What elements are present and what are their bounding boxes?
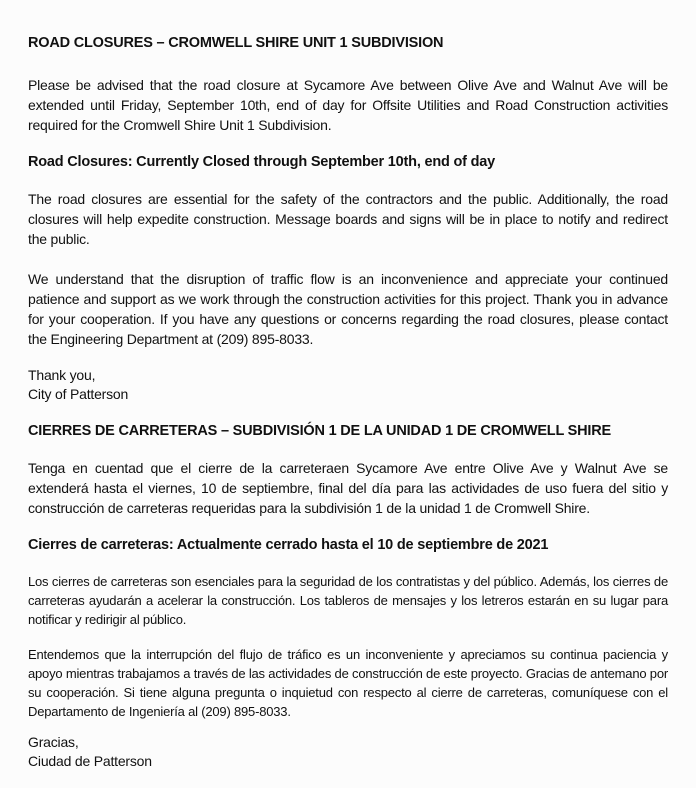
signoff-thanks-english: Thank you, — [28, 367, 96, 383]
signoff-english — [28, 366, 668, 404]
intro-paragraph-spanish: Tenga en cuentad que el cierre de la carreteraen Sycamore Ave entre Olive Ave y Walnut Ave se extenderá hasta el viernes, 10 de septiembre, final del día para las actividades de uso fuera del sitio y construcción de carreteras requeridas para la subdivisión 1 de la unidad 1 de Cromwell Shire. — [28, 460, 668, 516]
signoff-signature-spanish: Ciudad de Patterson — [28, 753, 152, 769]
signoff-spanish — [28, 733, 668, 771]
signoff-signature-english: City of Patterson — [28, 386, 129, 402]
closure-status-heading-spanish: Cierres de carreteras: Actualmente cerrado hasta el 10 de septiembre de 2021 — [28, 537, 549, 553]
notice-title-english: ROAD CLOSURES – CROMWELL SHIRE UNIT 1 SUBDIVISION — [28, 35, 444, 51]
intro-paragraph-english: Please be advised that the road closure at Sycamore Ave between Olive Ave and Walnut Ave will be extended until Friday, September 10th, end of day for Offsite Utilities and Road Construction activities required for the Cromwell Shire Unit 1 Subdivision. — [28, 77, 668, 133]
understanding-paragraph-english: We understand that the disruption of traffic flow is an inconvenience and appreciate your continued patience and support as we work through the construction activities for this project. Thank you in advance for your cooperation. If you have any questions or concerns regarding the road closures, please contact the Engineering Department at (209) 895-8033. — [28, 271, 668, 347]
understanding-paragraph-spanish: Entendemos que la interrupción del flujo de tráfico es un inconveniente y apreciamos su continua paciencia y apoyo mientras trabajamos a través de las actividades de construcción de este proyecto. Gracias de antemano por su cooperación. Si tiene alguna pregunta o inquietud con respecto al cierre de carreteras, comuníquese con el Departamento de Ingeniería al (209) 895-8033. — [28, 647, 668, 719]
closure-status-heading-english: Road Closures: Currently Closed through September 10th, end of day — [28, 154, 495, 170]
safety-paragraph-spanish: Los cierres de carreteras son esenciales para la seguridad de los contratistas y del público. Además, los cierres de carreteras ayudarán a acelerar la construcción. Los tableros de mensajes y los letreros estarán en su lugar para notificar y redirigir al público. — [28, 574, 668, 627]
notice-title-spanish: CIERRES DE CARRETERAS – SUBDIVISIÓN 1 DE LA UNIDAD 1 DE CROMWELL SHIRE — [28, 423, 611, 439]
safety-paragraph-english: The road closures are essential for the safety of the contractors and the public. Additionally, the road closures will help expedite construction. Message boards and signs will be in place to notify and redirect the public. — [28, 191, 668, 247]
signoff-thanks-spanish: Gracias, — [28, 734, 79, 750]
